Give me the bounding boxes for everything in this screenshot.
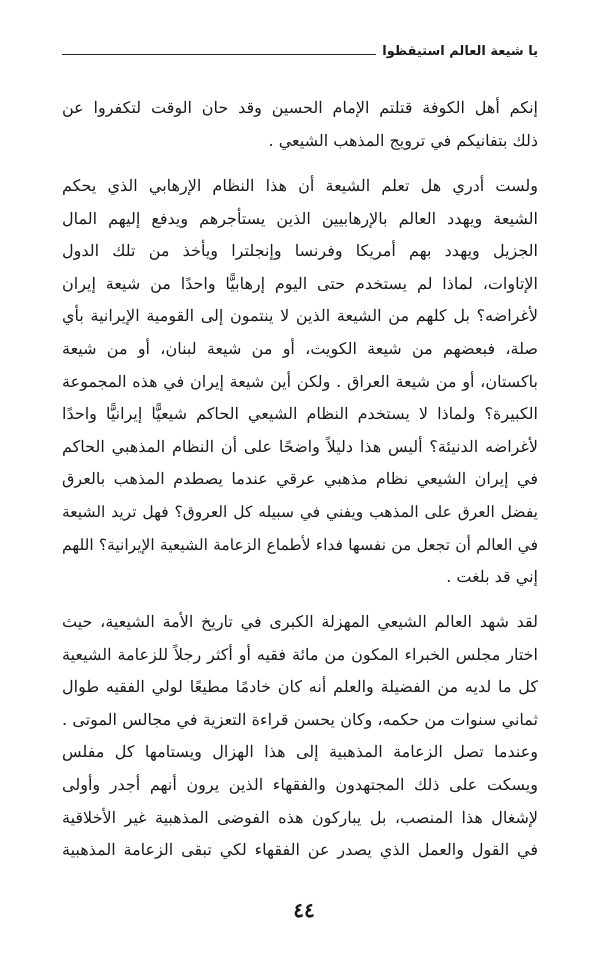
page-number: ٤٤ xyxy=(293,898,315,922)
text-line: الجزيل ويهدد بهم أمريكا وفرنسا وإنجلترا ويأخذ من تلك الدول xyxy=(62,241,538,261)
text-line: ذلك بتفانيكم في ترويج المذهب الشيعي . xyxy=(268,130,538,150)
paragraph-1 xyxy=(62,92,538,157)
text-line: ولست أدري هل تعلم الشيعة أن هذا النظام الإرهابي الذي يحكم xyxy=(62,176,538,195)
text-line: لقد شهد العالم الشيعي المهزلة الكبرى في تاريخ الأمة الشيعية، حيث xyxy=(62,612,538,631)
text-line: اختار مجلس الخبراء المكون من مائة فقيه أو أكثر رجلاً للزعامة الشيعية xyxy=(62,644,538,664)
text-line: في القول والعمل الذي يصدر عن الفقهاء لكي تبقى الزعامة المذهبية xyxy=(62,840,538,860)
text-line: لإشغال هذا المنصب، بل يباركون هذه الفوضى المذهبية غير الأخلاقية xyxy=(62,807,538,827)
paragraph-2 xyxy=(62,170,538,594)
header-title: يا شيعة العالم استيقظوا xyxy=(376,44,538,59)
text-line: صلة، فبعضهم من شيعة الكويت، أو من شيعة لبنان، أو من شيعة xyxy=(62,338,538,358)
text-line: وعندما تصل الزعامة المذهبية إلى هذا الهزال ويستامها كل مفلس xyxy=(62,742,538,762)
text-line: إنكم أهل الكوفة قتلتم الإمام الحسين وقد حان الوقت لتكفروا عن xyxy=(62,98,538,117)
text-line: في العالم أن تجعل من نفسها فداء لأطماع الزعامة الشيعية الإيرانية؟ اللهم xyxy=(62,535,538,554)
text-line: ثماني سنوات من حكمه، وكان يحسن قراءة التعزية في مجالس الموتى . xyxy=(62,709,538,729)
text-line: يفضل العرق على المذهب ويفني في سبيله كل العروق؟ فهل تريد الشيعة xyxy=(62,502,538,521)
header-rule xyxy=(62,54,388,55)
text-line: في إيران الشيعي نظام مذهبي عرقي عندما يصطدم المذهب بالعرق xyxy=(62,469,538,489)
paragraph-3 xyxy=(62,606,538,867)
text-line: إني قد بلغت . xyxy=(446,567,538,587)
text-line: لأغراضه؟ بل كلهم من الشيعة الذين لا ينتمون إلى القومية الإيرانية بأي xyxy=(62,306,538,326)
text-line: الإتاوات، لماذا لم يستخدم حتى اليوم إرهابيًّا واحدًا من شيعة إيران xyxy=(62,273,538,293)
text-line: الكبيرة؟ ولماذا لا يستخدم النظام الشيعي الحاكم شيعيًّا إيرانيًّا واحدًا xyxy=(62,404,538,424)
text-line: باكستان، أو من شيعة العراق . ولكن أين شيعة إيران في هذه المجموعة xyxy=(62,371,538,391)
running-header xyxy=(62,44,538,66)
text-line: لأغراضه الدنيئة؟ أليس هذا دليلاً واضحًا على أن النظام المذهبي الحاكم xyxy=(62,436,538,456)
text-line: الشيعة ويهدد العالم بالإرهابيين الذين يستأجرهم ويدفع إليهم المال xyxy=(62,208,538,228)
text-line: ويسكت على ذلك المجتهدون والفقهاء الذين يرون أنهم أجدر وأولى xyxy=(62,774,538,794)
text-line: كل ما لديه من الفضيلة والعلم أنه كان خادمًا مطيعًا لولي الفقيه طوال xyxy=(62,677,538,697)
